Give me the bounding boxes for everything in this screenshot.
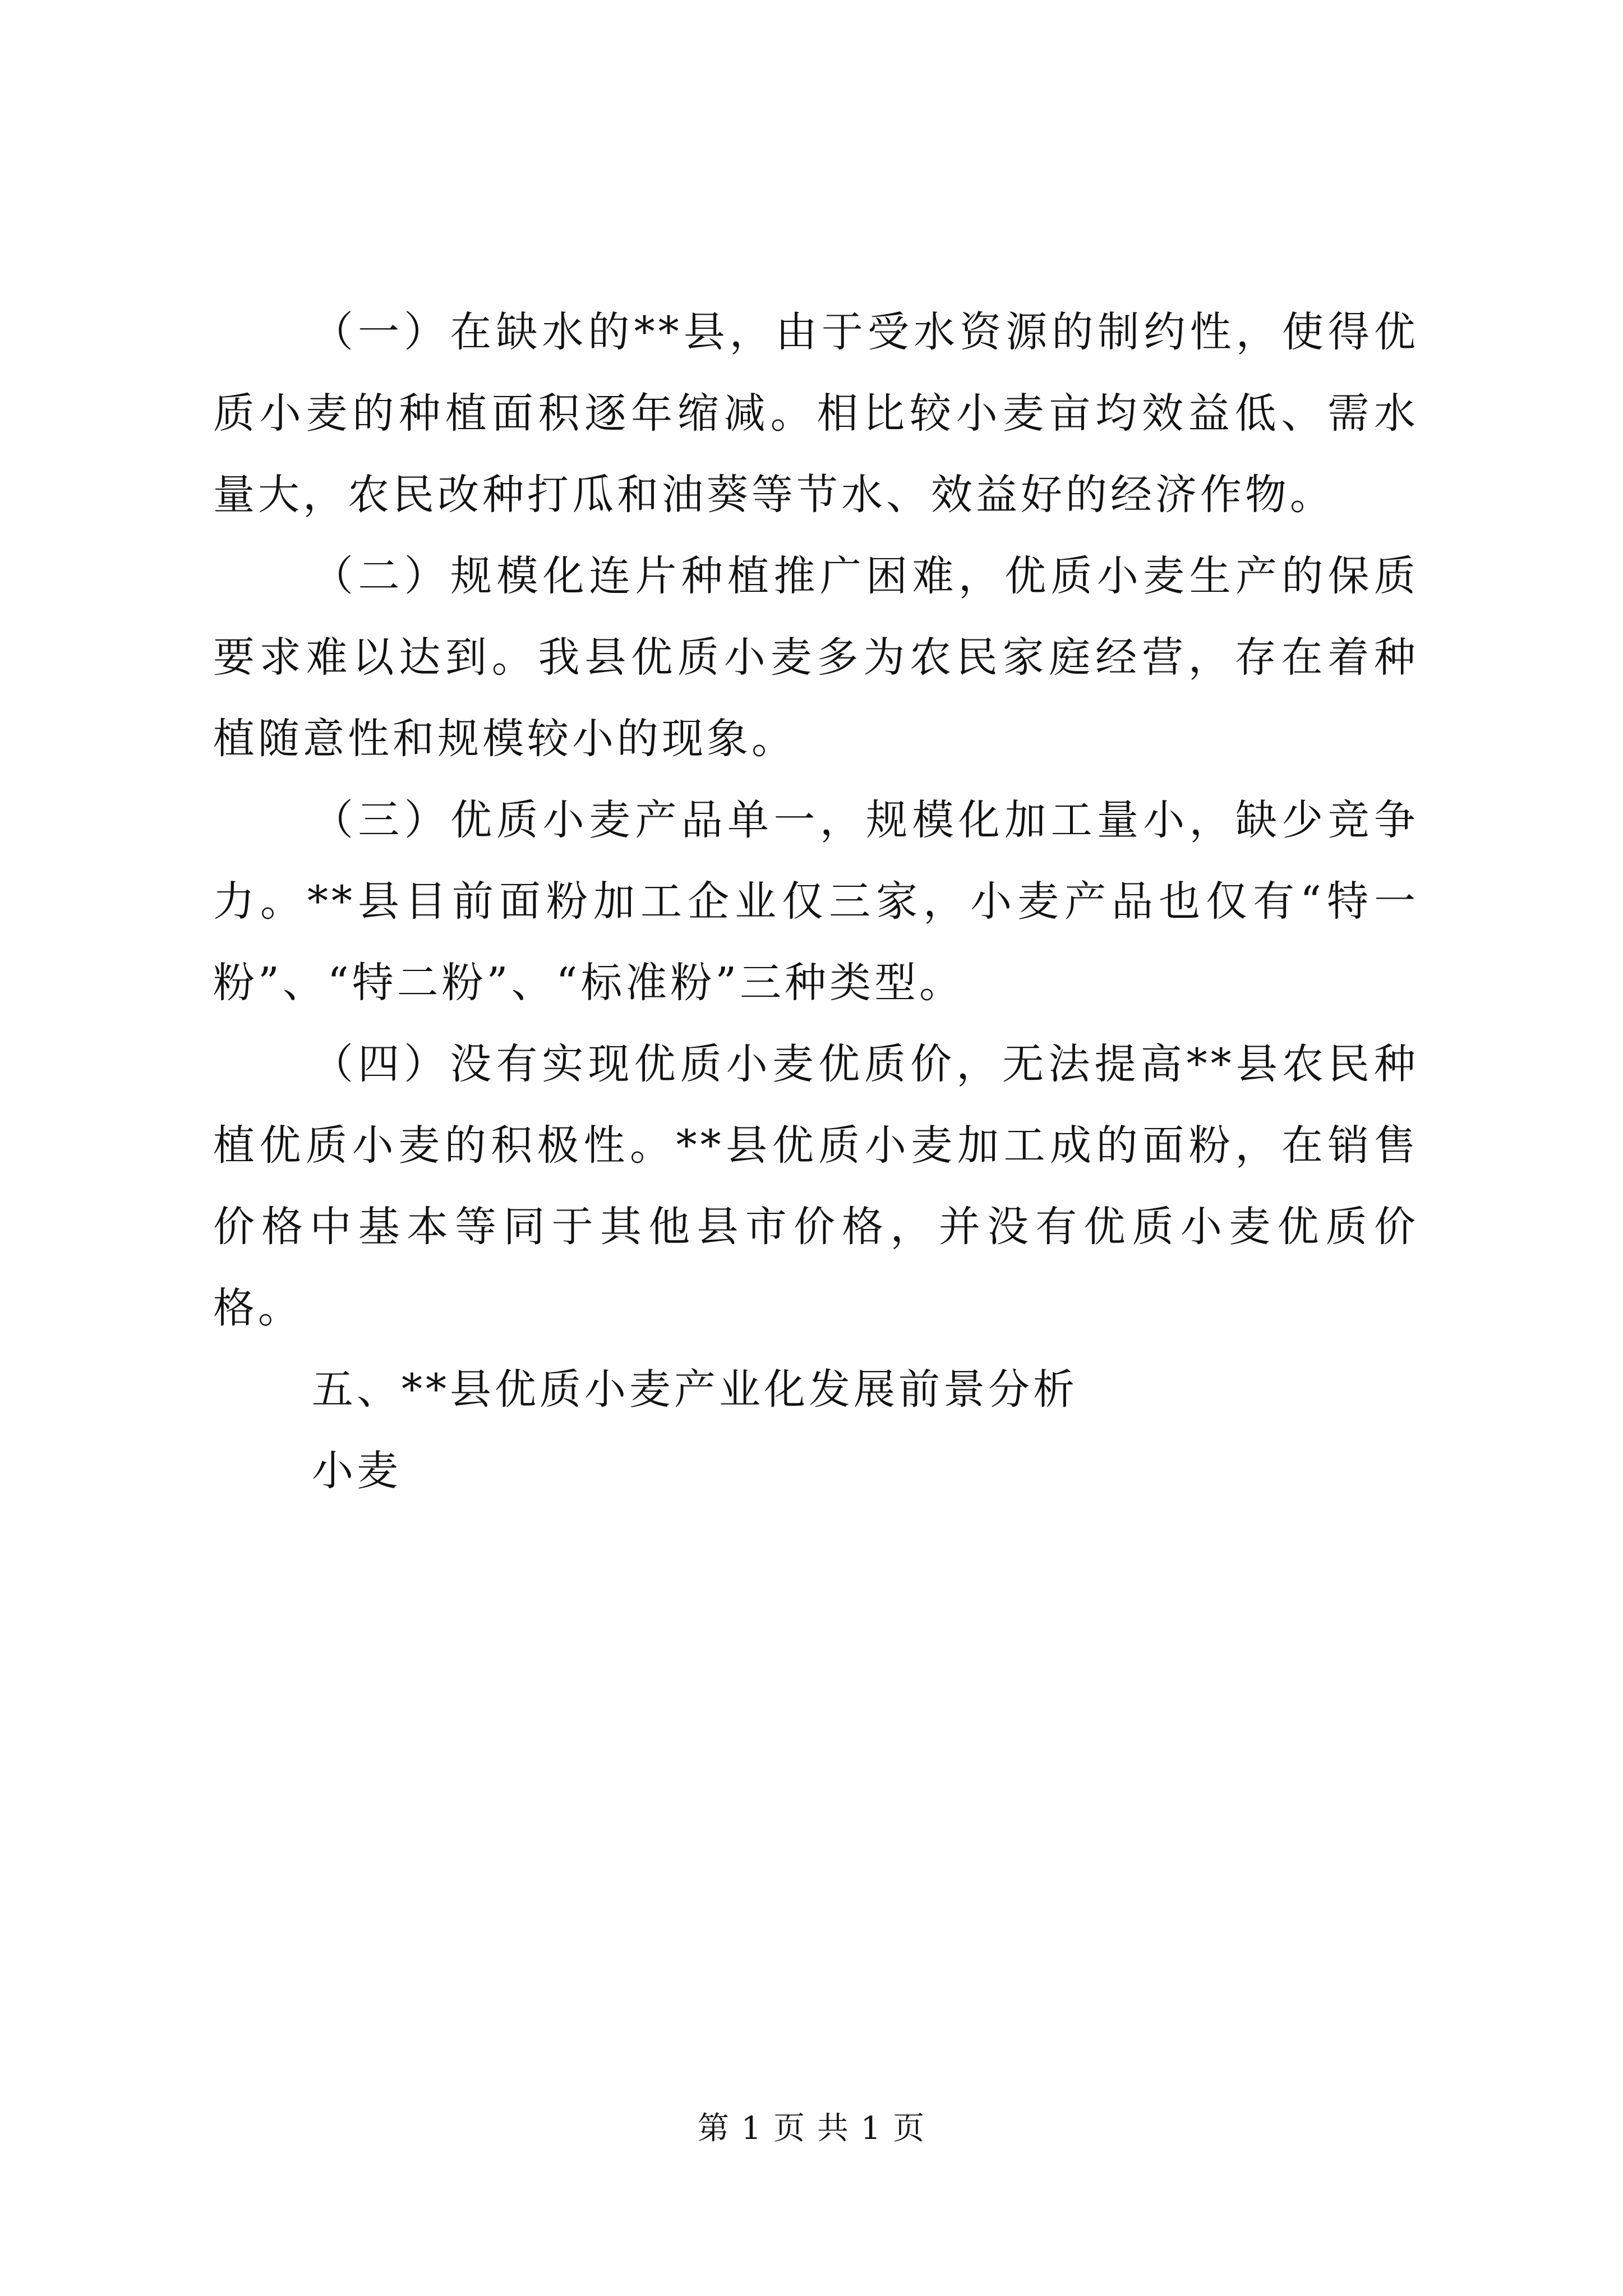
document-body bbox=[213, 292, 1419, 1512]
paragraph-6: 小麦 bbox=[312, 1447, 402, 1495]
paragraph-3: （三）优质小麦产品单一，规模化加工量小，缺少竞争力。**县目前面粉加工企业仅三家，小麦产品也仅有“特一粉”、“特二粉”、“标准粉”三种类型。 bbox=[213, 796, 1419, 1007]
paragraph-2: （二）规模化连片种植推广困难，优质小麦生产的保质要求难以达到。我县优质小麦多为农民家庭经营，存在着种植随意性和规模较小的现象。 bbox=[213, 552, 1419, 763]
section-heading: 五、**县优质小麦产业化发展前景分析 bbox=[312, 1365, 1078, 1414]
paragraph-4: （四）没有实现优质小麦优质价，无法提高**县农民种植优质小麦的积极性。**县优质小麦加工成的面粉，在销售价格中基本等同于其他县市价格，并没有优质小麦优质价格。 bbox=[213, 1040, 1419, 1332]
page-number-footer: 第 1 页 共 1 页 bbox=[697, 2110, 926, 2147]
paragraph-1: （一）在缺水的**县，由于受水资源的制约性，使得优质小麦的种植面积逐年缩减。相比较小麦亩均效益低、需水量大，农民改种打瓜和油葵等节水、效益好的经济作物。 bbox=[213, 308, 1419, 519]
